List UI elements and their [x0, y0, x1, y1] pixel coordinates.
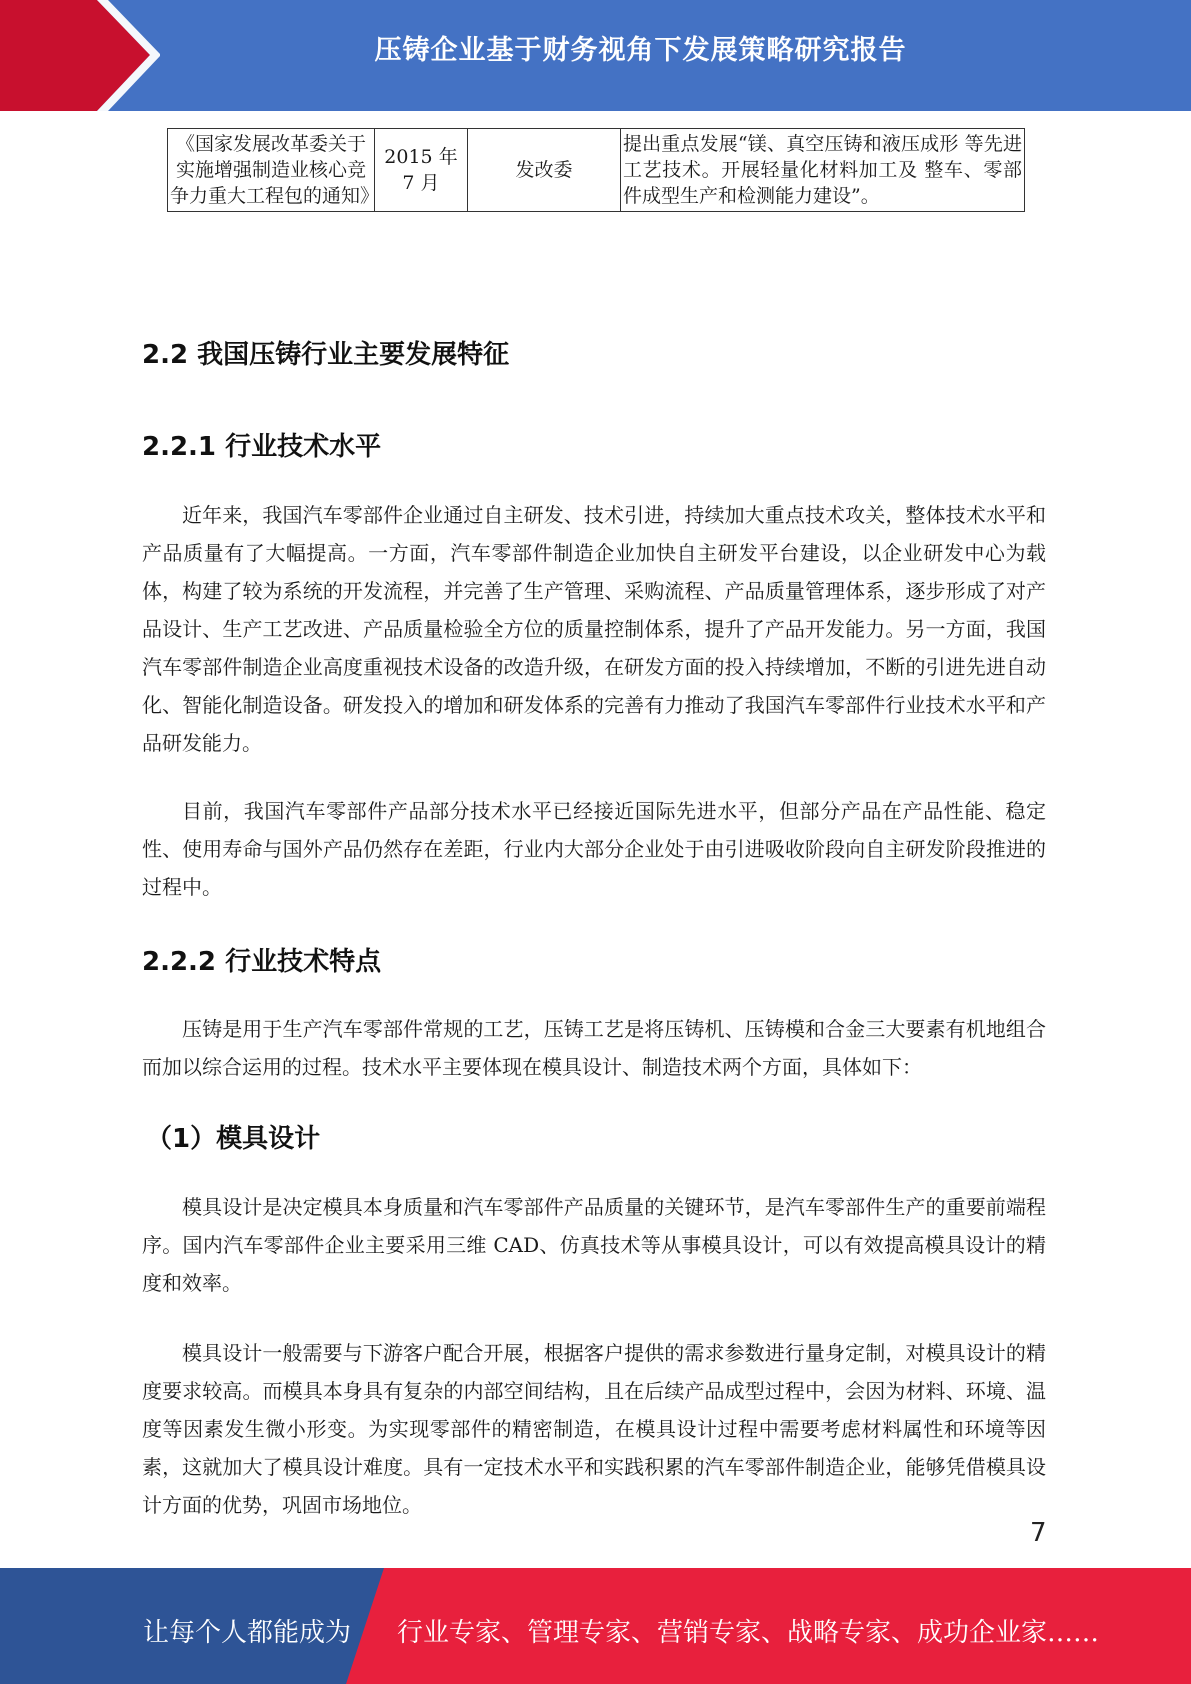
section-heading-2-2-2: 2.2.2 行业技术特点	[142, 947, 382, 977]
document-title: 压铸企业基于财务视角下发展策略研究报告	[374, 35, 907, 66]
paragraph-die-casting: 压铸是用于生产汽车零部件常规的工艺，压铸工艺是将压铸机、压铸模和合金三大要素有机地组合而加以综合运用的过程。技术水平主要体现在模具设计、制造技术两个方面，具体如下：	[142, 1017, 1046, 1079]
section-heading-2-2-1: 2.2.1 行业技术水平	[142, 432, 382, 462]
policy-date-cell: 2015 年 7 月	[375, 129, 468, 212]
table-row	[168, 129, 1025, 212]
footer-banner	[0, 1568, 1191, 1684]
subsection-heading-mold-design: （1）模具设计	[146, 1124, 321, 1154]
footer-slogan-right: 行业专家、管理专家、营销专家、战略专家、成功企业家……	[397, 1618, 1100, 1648]
footer-slogan-left: 让每个人都能成为	[143, 1618, 352, 1648]
section-heading-2-2: 2.2 我国压铸行业主要发展特征	[142, 340, 510, 370]
policy-issuer-cell: 发改委	[468, 129, 621, 212]
paragraph-tech-gap: 目前，我国汽车零部件产品部分技术水平已经接近国际先进水平，但部分产品在产品性能、稳定性、使用寿命与国外产品仍然存在差距，行业内大部分企业处于由引进吸收阶段向自主研发阶段推进的过程中。	[142, 799, 1046, 899]
header-chevron-decoration	[0, 0, 160, 111]
policy-table	[167, 128, 1025, 212]
paragraph-mold-design-1: 模具设计是决定模具本身质量和汽车零部件产品质量的关键环节，是汽车零部件生产的重要前端程序。国内汽车零部件企业主要采用三维 CAD、仿真技术等从事模具设计，可以有效提高模具设计的精度和效率。	[142, 1195, 1046, 1295]
policy-content-cell: 提出重点发展“镁、真空压铸和液压成形 等先进工艺技术。开展轻量化材料加工及 整车、零部件成型生产和检测能力建设”。	[621, 129, 1025, 212]
policy-name-cell: 《国家发展改革委关于实施增强制造业核心竞争力重大工程包的通知》	[168, 129, 375, 212]
header-banner	[0, 0, 1191, 111]
paragraph-tech-level: 近年来，我国汽车零部件企业通过自主研发、技术引进，持续加大重点技术攻关，整体技术水平和产品质量有了大幅提高。一方面，汽车零部件制造企业加快自主研发平台建设，以企业研发中心为载体，构建了较为系统的开发流程，并完善了生产管理、采购流程、产品质量管理体系，逐步形成了对产品设计、生产工艺改进、产品质量检验全方位的质量控制体系，提升了产品开发能力。另一方面，我国汽车零部件制造企业高度重视技术设备的改造升级，在研发方面的投入持续增加，不断的引进先进自动化、智能化制造设备。研发投入的增加和研发体系的完善有力推动了我国汽车零部件行业技术水平和产品研发能力。	[142, 503, 1046, 755]
page-number: 7	[1030, 1518, 1047, 1548]
paragraph-mold-design-2: 模具设计一般需要与下游客户配合开展，根据客户提供的需求参数进行量身定制，对模具设计的精度要求较高。而模具本身具有复杂的内部空间结构，且在后续产品成型过程中，会因为材料、环境、温度等因素发生微小形变。为实现零部件的精密制造，在模具设计过程中需要考虑材料属性和环境等因素，这就加大了模具设计难度。具有一定技术水平和实践积累的汽车零部件制造企业，能够凭借模具设计方面的优势，巩固市场地位。	[142, 1341, 1046, 1517]
